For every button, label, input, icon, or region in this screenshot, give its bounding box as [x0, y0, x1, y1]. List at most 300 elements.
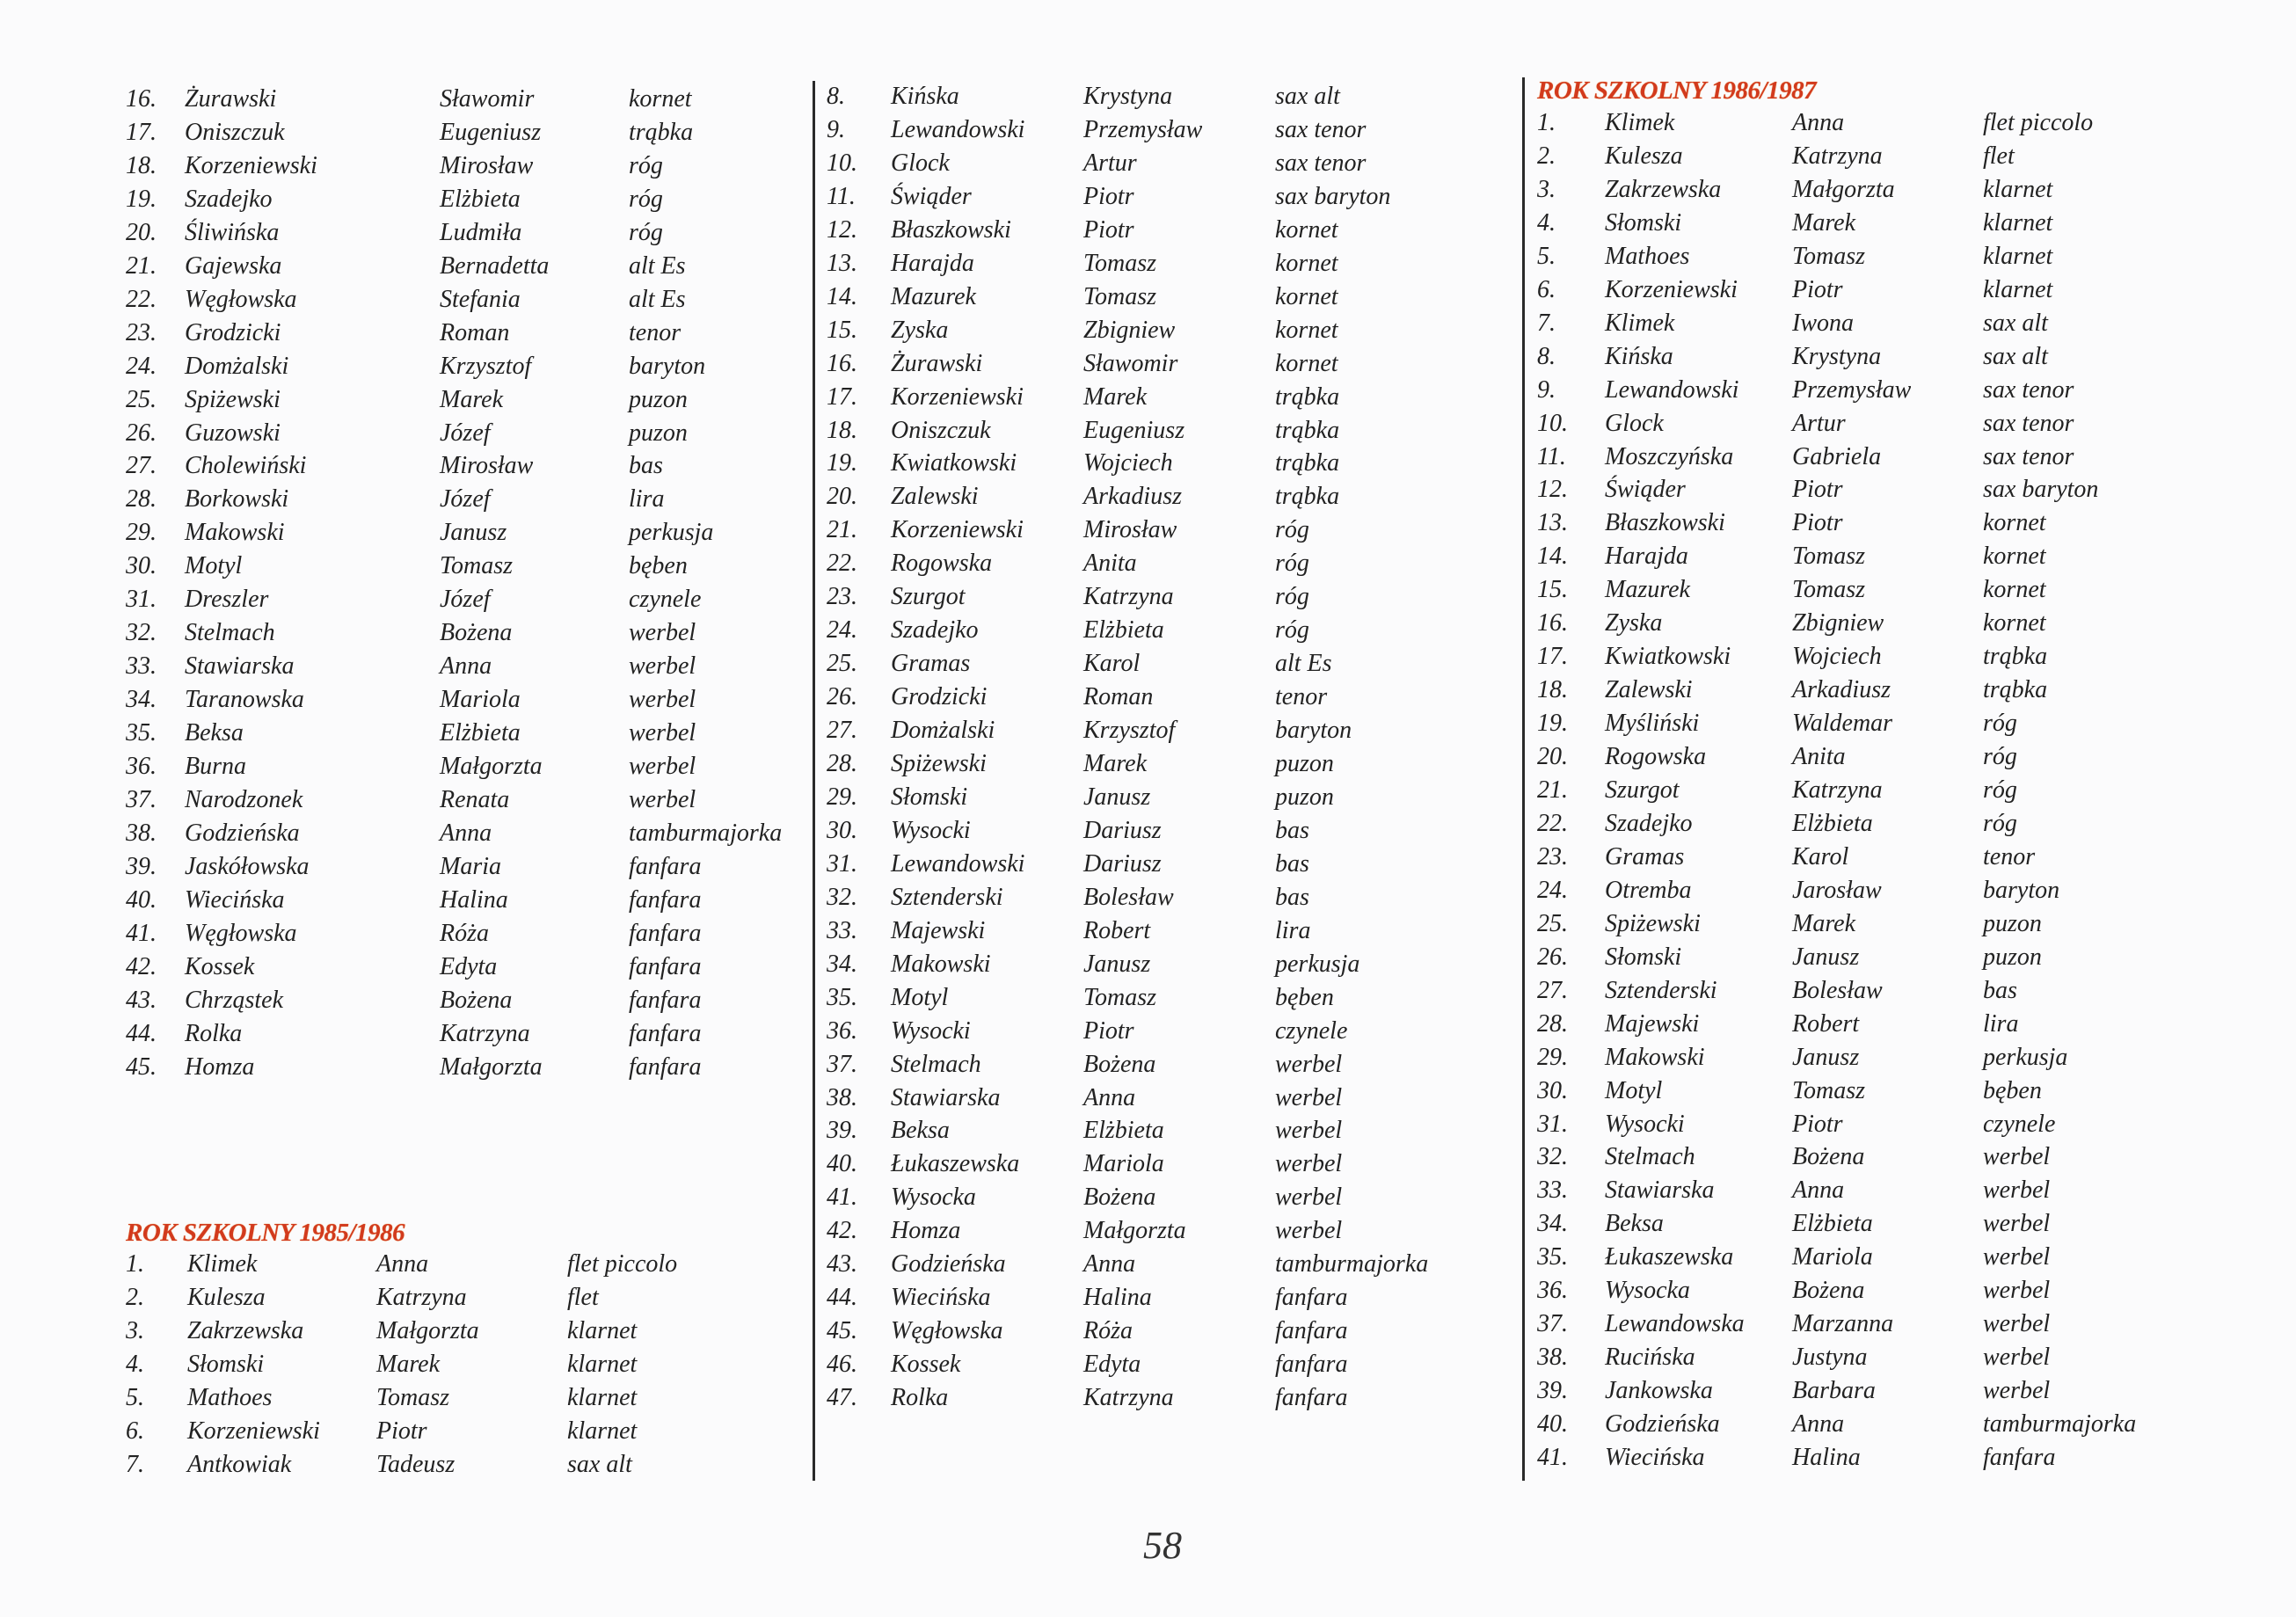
row-number: 39. [827, 1117, 857, 1145]
first-name: Wojciech [1083, 449, 1173, 477]
surname: Świąder [1605, 476, 1686, 504]
instrument: werbel [1275, 1050, 1343, 1078]
first-name: Eugeniusz [1083, 416, 1185, 444]
row-number: 41. [126, 919, 157, 947]
instrument: flet [1983, 142, 2015, 170]
surname: Świąder [891, 182, 972, 210]
first-name: Przemysław [1083, 115, 1203, 143]
first-name: Bożena [1792, 1143, 1865, 1171]
first-name: Katrzyna [1792, 776, 1883, 804]
instrument: sax tenor [1983, 442, 2074, 470]
surname: Wiecińska [1605, 1444, 1705, 1471]
surname: Makowski [1605, 1043, 1705, 1071]
surname: Korzeniewski [891, 516, 1024, 544]
first-name: Tomasz [1083, 249, 1157, 277]
first-name: Mirosław [440, 151, 534, 179]
surname: Makowski [891, 950, 991, 978]
surname: Stawiarska [891, 1083, 1001, 1111]
row-number: 26. [126, 419, 157, 447]
surname: Kulesza [1605, 142, 1683, 170]
surname: Makowski [185, 519, 285, 547]
surname: Łukaszewska [1605, 1243, 1734, 1271]
instrument: lira [1275, 916, 1311, 944]
surname: Motyl [1605, 1076, 1663, 1104]
row-number: 45. [827, 1317, 857, 1345]
first-name: Stefania [440, 285, 521, 313]
first-name: Krystyna [1792, 342, 1882, 370]
first-name: Piotr [1083, 215, 1134, 244]
instrument: sax tenor [1275, 149, 1367, 177]
first-name: Mariola [440, 686, 521, 714]
first-name: Halina [1083, 1284, 1152, 1312]
instrument: werbel [629, 785, 696, 813]
instrument: bas [1275, 849, 1309, 878]
surname: Guzowski [185, 419, 281, 447]
surname: Klimek [187, 1250, 258, 1278]
first-name: Tomasz [1792, 576, 1866, 604]
row-number: 35. [126, 719, 157, 747]
instrument: werbel [1983, 1143, 2051, 1171]
surname: Kińska [891, 83, 959, 110]
surname: Klimek [1605, 309, 1675, 337]
first-name: Dariusz [1083, 816, 1162, 844]
first-name: Eugeniusz [440, 118, 542, 146]
row-number: 27. [126, 452, 157, 480]
row-number: 30. [1537, 1076, 1568, 1104]
first-name: Anna [440, 652, 492, 681]
instrument: alt Es [1275, 650, 1332, 678]
surname: Łukaszewska [891, 1150, 1020, 1178]
first-name: Mirosław [440, 452, 534, 480]
surname: Harajda [891, 249, 974, 277]
instrument: werbel [1275, 1217, 1343, 1245]
surname: Węgłowska [185, 919, 297, 947]
instrument: fanfara [629, 885, 702, 914]
surname: Szadejko [1605, 809, 1693, 837]
first-name: Piotr [1792, 509, 1843, 537]
surname: Mathoes [1605, 242, 1690, 270]
first-name: Anna [376, 1250, 429, 1278]
instrument: fanfara [629, 1019, 702, 1047]
first-name: Barbara [1792, 1377, 1876, 1405]
first-name: Robert [1792, 1009, 1860, 1038]
row-number: 40. [1537, 1410, 1568, 1439]
surname: Kińska [1605, 342, 1673, 370]
row-number: 14. [1537, 543, 1568, 571]
instrument: puzon [1275, 750, 1334, 777]
row-number: 37. [1537, 1310, 1568, 1338]
first-name: Anna [1792, 1410, 1845, 1439]
row-number: 42. [126, 952, 157, 980]
instrument: werbel [1275, 1117, 1343, 1145]
surname: Motyl [185, 552, 243, 580]
first-name: Sławomir [440, 85, 535, 113]
surname: Grodzicki [891, 683, 988, 711]
row-number: 33. [1537, 1176, 1568, 1205]
first-name: Gabriela [1792, 442, 1882, 470]
row-number: 16. [827, 349, 857, 377]
instrument: tamburmajorka [1983, 1410, 2137, 1439]
surname: Otremba [1605, 876, 1692, 904]
row-number: 2. [126, 1283, 144, 1311]
first-name: Tadeusz [376, 1450, 456, 1478]
surname: Wysocki [1605, 1110, 1685, 1138]
surname: Godzieńska [891, 1250, 1006, 1278]
row-number: 10. [827, 149, 857, 177]
instrument: baryton [1983, 876, 2060, 904]
first-name: Katrzyna [440, 1019, 530, 1047]
first-name: Józef [440, 586, 491, 614]
instrument: werbel [629, 652, 696, 681]
row-number: 12. [1537, 476, 1568, 504]
instrument: trąbka [1275, 382, 1340, 411]
surname: Kwiatkowski [891, 449, 1017, 477]
instrument: róg [1275, 516, 1309, 544]
row-number: 39. [126, 852, 157, 880]
row-number: 18. [1537, 676, 1568, 704]
surname: Narodzonek [185, 785, 303, 813]
first-name: Zbigniew [1083, 316, 1176, 344]
row-number: 29. [827, 783, 857, 811]
surname: Zalewski [891, 483, 979, 511]
row-number: 43. [827, 1250, 857, 1278]
surname: Słomski [891, 783, 968, 811]
row-number: 32. [827, 883, 857, 911]
instrument: róg [1275, 550, 1309, 578]
first-name: Edyta [1083, 1351, 1141, 1379]
row-number: 12. [827, 215, 857, 244]
instrument: fanfara [1275, 1284, 1348, 1312]
first-name: Krzysztof [440, 352, 532, 380]
row-number: 23. [1537, 842, 1568, 870]
surname: Glock [1605, 409, 1664, 437]
surname: Homza [891, 1217, 961, 1245]
surname: Mathoes [187, 1383, 273, 1411]
surname: Rogowska [891, 550, 993, 578]
instrument: kornet [1983, 543, 2046, 571]
row-number: 41. [1537, 1444, 1568, 1471]
row-number: 9. [827, 115, 845, 143]
row-number: 21. [1537, 776, 1568, 804]
first-name: Piotr [1083, 1016, 1134, 1045]
row-number: 26. [827, 683, 857, 711]
instrument: perkusja [1275, 950, 1360, 978]
instrument: kornet [1983, 509, 2046, 537]
first-name: Bożena [1083, 1050, 1156, 1078]
surname: Jaskółowska [185, 852, 310, 880]
surname: Gajewska [185, 251, 282, 280]
row-number: 44. [126, 1019, 157, 1047]
first-name: Tomasz [376, 1383, 450, 1411]
instrument: sax alt [1275, 83, 1340, 110]
instrument: alt Es [629, 285, 686, 313]
instrument: fanfara [1275, 1317, 1348, 1345]
surname: Zakrzewska [1605, 175, 1722, 203]
instrument: bas [1983, 976, 2017, 1004]
instrument: fanfara [1275, 1351, 1348, 1379]
surname: Majewski [1605, 1009, 1700, 1038]
first-name: Arkadiusz [1083, 483, 1182, 511]
first-name: Tomasz [1792, 242, 1866, 270]
surname: Rolka [185, 1019, 243, 1047]
first-name: Mirosław [1083, 516, 1177, 544]
surname: Korzeniewski [891, 382, 1024, 411]
row-number: 9. [1537, 375, 1556, 404]
row-number: 38. [126, 819, 157, 847]
first-name: Arkadiusz [1792, 676, 1891, 704]
row-number: 4. [126, 1350, 144, 1378]
instrument: sax alt [1983, 342, 2048, 370]
surname: Burna [185, 753, 246, 780]
surname: Korzeniewski [185, 151, 317, 179]
row-number: 7. [1537, 309, 1556, 337]
first-name: Róża [1083, 1317, 1133, 1345]
page-number: 58 [1143, 1524, 1182, 1567]
first-name: Małgorzta [376, 1316, 479, 1344]
row-number: 13. [1537, 509, 1568, 537]
instrument: werbel [1983, 1377, 2051, 1405]
instrument: puzon [1275, 783, 1334, 811]
first-name: Justyna [1792, 1344, 1868, 1372]
instrument: kornet [1275, 215, 1338, 244]
row-number: 28. [1537, 1009, 1568, 1038]
row-number: 10. [1537, 409, 1568, 437]
row-number: 14. [827, 282, 857, 310]
surname: Klimek [1605, 109, 1675, 136]
instrument: puzon [629, 385, 688, 413]
first-name: Sławomir [1083, 349, 1178, 377]
instrument: werbel [629, 686, 696, 714]
row-number: 20. [1537, 743, 1568, 771]
surname: Wysocka [1605, 1277, 1690, 1305]
first-name: Renata [440, 785, 510, 813]
instrument: baryton [1275, 717, 1352, 745]
first-name: Janusz [1792, 1043, 1860, 1071]
instrument: róg [1983, 776, 2017, 804]
first-name: Marzanna [1792, 1310, 1894, 1338]
first-name: Mariola [1083, 1150, 1164, 1178]
first-name: Józef [440, 485, 491, 514]
surname: Szurgot [891, 583, 966, 611]
first-name: Roman [440, 318, 510, 346]
first-name: Janusz [1083, 783, 1151, 811]
first-name: Piotr [1083, 182, 1134, 210]
first-name: Artur [1083, 149, 1137, 177]
surname: Spiżewski [891, 750, 987, 777]
surname: Wysocki [891, 816, 971, 844]
row-number: 33. [827, 916, 857, 944]
row-number: 6. [126, 1417, 144, 1445]
instrument: róg [1983, 710, 2017, 738]
row-number: 27. [827, 717, 857, 745]
first-name: Piotr [376, 1417, 427, 1445]
instrument: fanfara [1275, 1384, 1348, 1412]
instrument: kornet [1275, 316, 1338, 344]
instrument: kornet [1983, 576, 2046, 604]
row-number: 1. [126, 1250, 144, 1278]
first-name: Tomasz [440, 552, 514, 580]
surname: Wiecińska [891, 1284, 991, 1312]
row-number: 43. [126, 986, 157, 1014]
instrument: fanfara [629, 986, 702, 1014]
surname: Zalewski [1605, 676, 1693, 704]
row-number: 34. [827, 950, 857, 978]
instrument: alt Es [629, 251, 686, 280]
instrument: puzon [629, 419, 688, 447]
row-number: 16. [1537, 609, 1568, 637]
surname: Słomski [187, 1350, 265, 1378]
instrument: kornet [1275, 282, 1338, 310]
row-number: 5. [126, 1383, 144, 1411]
instrument: werbel [629, 719, 696, 747]
instrument: trąbka [1275, 416, 1340, 444]
row-number: 8. [827, 83, 845, 110]
surname: Rucińska [1605, 1344, 1695, 1372]
first-name: Bożena [1083, 1184, 1156, 1212]
row-number: 26. [1537, 943, 1568, 971]
surname: Kossek [185, 952, 255, 980]
surname: Chrząstek [185, 986, 283, 1014]
first-name: Anita [1792, 743, 1846, 771]
instrument: sax tenor [1983, 375, 2074, 404]
instrument: sax alt [1983, 309, 2048, 337]
row-number: 19. [1537, 710, 1568, 738]
first-name: Piotr [1792, 476, 1843, 504]
instrument: tenor [1983, 842, 2036, 870]
instrument: klarnet [1983, 175, 2053, 203]
surname: Szadejko [891, 616, 979, 645]
row-number: 46. [827, 1351, 857, 1379]
first-name: Marek [1083, 382, 1148, 411]
row-number: 35. [1537, 1243, 1568, 1271]
first-name: Tomasz [1792, 1076, 1866, 1104]
instrument: klarnet [1983, 208, 2053, 237]
instrument: bas [1275, 883, 1309, 911]
first-name: Elżbieta [1792, 809, 1873, 837]
row-number: 22. [1537, 809, 1568, 837]
row-number: 6. [1537, 275, 1556, 303]
instrument: klarnet [567, 1316, 638, 1344]
surname: Gramas [891, 650, 971, 678]
section-heading: ROK SZKOLNY 1985/1986 [126, 1219, 405, 1247]
row-number: 15. [1537, 576, 1568, 604]
first-name: Iwona [1792, 309, 1854, 337]
row-number: 30. [126, 552, 157, 580]
surname: Homza [185, 1053, 255, 1081]
row-number: 16. [126, 85, 157, 113]
row-number: 21. [126, 251, 157, 280]
surname: Korzeniewski [1605, 275, 1738, 303]
row-number: 25. [126, 385, 157, 413]
surname: Godzieńska [185, 819, 300, 847]
surname: Taranowska [185, 686, 304, 714]
first-name: Halina [440, 885, 508, 914]
first-name: Elżbieta [1083, 616, 1164, 645]
first-name: Bolesław [1792, 976, 1883, 1004]
surname: Borkowski [185, 485, 289, 514]
row-number: 5. [1537, 242, 1556, 270]
instrument: puzon [1983, 909, 2042, 937]
surname: Lewandowska [1605, 1310, 1745, 1338]
instrument: werbel [1983, 1277, 2051, 1305]
instrument: werbel [1275, 1150, 1343, 1178]
instrument: werbel [1275, 1083, 1343, 1111]
row-number: 11. [1537, 442, 1566, 470]
row-number: 36. [126, 753, 157, 780]
surname: Gramas [1605, 842, 1685, 870]
instrument: fanfara [629, 919, 702, 947]
first-name: Marek [440, 385, 504, 413]
surname: Wiecińska [185, 885, 285, 914]
instrument: klarnet [567, 1417, 638, 1445]
row-number: 35. [827, 983, 857, 1011]
first-name: Elżbieta [1083, 1117, 1164, 1145]
surname: Oniszczuk [185, 118, 285, 146]
surname: Żurawski [185, 85, 277, 113]
first-name: Bożena [1792, 1277, 1865, 1305]
instrument: róg [1983, 743, 2017, 771]
surname: Stelmach [185, 619, 275, 647]
surname: Spiżewski [185, 385, 281, 413]
surname: Stawiarska [1605, 1176, 1715, 1205]
instrument: klarnet [567, 1350, 638, 1378]
surname: Spiżewski [1605, 909, 1701, 937]
first-name: Anna [1792, 1176, 1845, 1205]
instrument: perkusja [629, 519, 714, 547]
row-number: 17. [126, 118, 157, 146]
surname: Korzeniewski [187, 1417, 320, 1445]
surname: Glock [891, 149, 950, 177]
row-number: 7. [126, 1450, 144, 1478]
instrument: klarnet [1983, 275, 2053, 303]
row-number: 17. [1537, 643, 1568, 671]
first-name: Edyta [440, 952, 498, 980]
row-number: 11. [827, 182, 856, 210]
instrument: sax baryton [1275, 182, 1391, 210]
instrument: baryton [629, 352, 706, 380]
instrument: fanfara [629, 952, 702, 980]
row-number: 24. [1537, 876, 1568, 904]
section-heading: ROK SZKOLNY 1986/1987 [1537, 76, 1817, 105]
row-number: 41. [827, 1184, 857, 1212]
surname: Godzieńska [1605, 1410, 1720, 1439]
first-name: Marek [1792, 909, 1856, 937]
first-name: Anna [1792, 109, 1845, 136]
first-name: Mariola [1792, 1243, 1873, 1271]
surname: Beksa [891, 1117, 950, 1145]
row-number: 39. [1537, 1377, 1568, 1405]
surname: Sztenderski [1605, 976, 1717, 1004]
surname: Jankowska [1605, 1377, 1713, 1405]
first-name: Waldemar [1792, 710, 1893, 738]
instrument: bas [629, 452, 663, 480]
surname: Błaszkowski [891, 215, 1011, 244]
surname: Beksa [1605, 1210, 1664, 1238]
instrument: fanfara [1983, 1444, 2056, 1471]
instrument: trąbka [1275, 449, 1340, 477]
instrument: bęben [1275, 983, 1334, 1011]
row-number: 23. [126, 318, 157, 346]
first-name: Tomasz [1792, 543, 1866, 571]
row-number: 38. [1537, 1344, 1568, 1372]
first-name: Katrzyna [1792, 142, 1883, 170]
column-divider-right [1522, 77, 1525, 1481]
surname: Dreszler [185, 586, 269, 614]
surname: Majewski [891, 916, 986, 944]
first-name: Maria [440, 852, 501, 880]
row-number: 20. [827, 483, 857, 511]
first-name: Bożena [440, 986, 513, 1014]
